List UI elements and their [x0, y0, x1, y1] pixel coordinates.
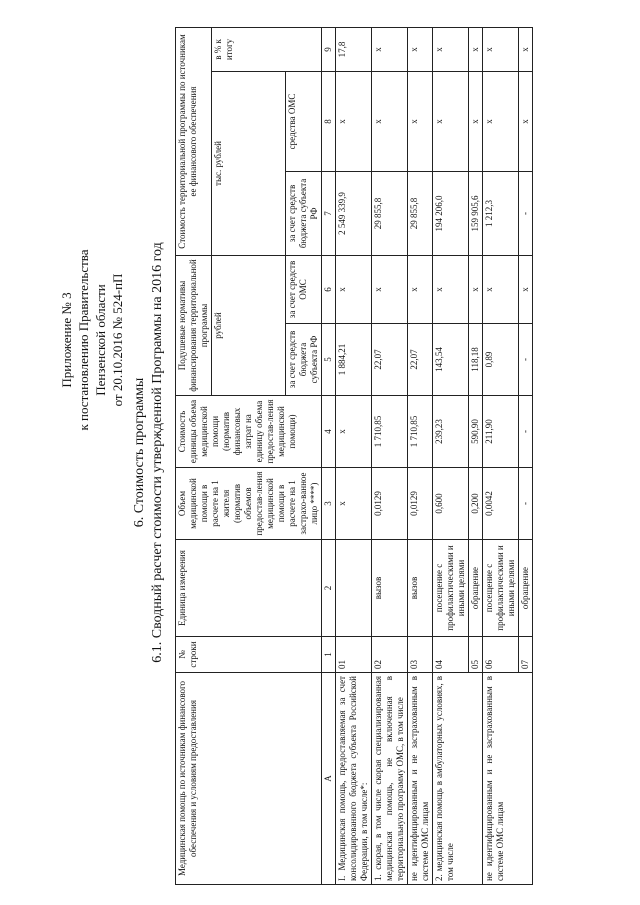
col-number: 4	[322, 396, 336, 468]
row-unit-cost: 211,90	[483, 396, 519, 468]
row-unit: обращение	[469, 540, 483, 637]
row-cost-oms: х	[336, 71, 372, 171]
section-title: 6. Стоимость программы	[132, 377, 147, 528]
row-text: 2. медицинская помощь в амбулаторных условиях, в том числе	[433, 673, 483, 885]
header-cost-budget: за счет средств бюджета субъекта РФ	[286, 171, 322, 255]
col-number: 5	[322, 324, 336, 396]
row-cost-budget: 1 212,3	[483, 171, 519, 255]
row-cost-oms: х	[372, 71, 408, 171]
row-cost-oms: х	[469, 71, 483, 171]
row-no: 04	[433, 637, 469, 673]
row-unit: посещение с профилактическими и иными целями	[433, 540, 469, 637]
column-number-row	[322, 27, 336, 884]
row-unit-cost: 590,90	[469, 396, 483, 468]
row-pc-budget: 1 884,21	[336, 324, 372, 396]
row-unit-cost: 239,23	[433, 396, 469, 468]
row-unit: посещение с профилактическими и иными целями	[483, 540, 519, 637]
row-no: 06	[483, 637, 519, 673]
row-text: 1. скорая, в том числе скорая специализированная медицинская помощь, не включенная в территориальную программу ОМС, в том числе	[372, 673, 408, 885]
section-subtitle: 6.1. Сводный расчет стоимости утвержденной Программы на 2016 год	[150, 242, 165, 663]
col-number: 3	[322, 468, 336, 540]
row-pct: х	[483, 27, 519, 71]
row-pct: х	[433, 27, 469, 71]
col-number: А	[322, 673, 336, 885]
row-cost-budget: -	[519, 171, 533, 255]
row-volume: 0,0129	[408, 468, 433, 540]
row-pc-oms: х	[408, 255, 433, 323]
header-volume: Объем медицинской помощи в расчете на 1 жителя (норматив объемов предостав-ления медицинской помощи в расчете на 1 застрахо-ванное лицо ****)	[176, 468, 322, 540]
table-row	[408, 27, 433, 884]
header-per-capita-oms: за счет средств ОМС	[286, 255, 322, 323]
row-text: не идентифицированным и не застрахованным в системе ОМС лицам	[483, 673, 533, 885]
appendix-number: Приложение № 3	[59, 292, 74, 388]
row-pct: 17,8	[336, 27, 372, 71]
row-unit-cost: х	[336, 396, 372, 468]
row-pc-oms: х	[483, 255, 519, 323]
row-pc-budget: 118,18	[469, 324, 483, 396]
col-number: 7	[322, 171, 336, 255]
row-unit: вызов	[408, 540, 433, 637]
row-volume: 0,0042	[483, 468, 519, 540]
row-no: 07	[519, 637, 533, 673]
row-volume: х	[336, 468, 372, 540]
header-care: Медицинская помощь по источникам финансового обеспечения и условиям предоставления	[176, 673, 322, 885]
appendix-resolution: к постановлению Правительства	[76, 249, 91, 431]
appendix-region: Пензенской области	[93, 284, 108, 396]
table-row	[483, 27, 519, 884]
header-per-capita: Подушевые нормативы финансирования территориальной программы	[176, 255, 212, 395]
row-unit	[336, 540, 372, 637]
col-number: 6	[322, 255, 336, 323]
row-unit-cost: 1 710,85	[408, 396, 433, 468]
row-no: 03	[408, 637, 433, 673]
row-cost-oms: х	[408, 71, 433, 171]
header-unit-cost: Стоимость единицы объема медицинской помощи (норматив финансовых затрат на единицу объема предостав-ления медицинской помощи)	[176, 396, 322, 468]
row-pc-oms: х	[433, 255, 469, 323]
row-cost-budget: 2 549 339,9	[336, 171, 372, 255]
row-no: 05	[469, 637, 483, 673]
row-unit: обращение	[519, 540, 533, 637]
col-number: 9	[322, 27, 336, 71]
row-text: не идентифицированным и не застрахованным в системе ОМС лицам	[408, 673, 433, 885]
row-no: 01	[336, 637, 372, 673]
row-pc-oms: х	[336, 255, 372, 323]
row-cost-budget: 159 905,6	[469, 171, 483, 255]
row-volume: -	[519, 468, 533, 540]
row-cost-oms: х	[519, 71, 533, 171]
row-pc-budget: 143,54	[433, 324, 469, 396]
header-cost-pct: в % к итогу	[212, 27, 322, 71]
col-number: 8	[322, 71, 336, 171]
row-cost-oms: х	[433, 71, 469, 171]
row-pc-oms: х	[469, 255, 483, 323]
row-cost-budget: 194 206,0	[433, 171, 469, 255]
row-pct: х	[408, 27, 433, 71]
row-pc-oms: х	[519, 255, 533, 323]
row-cost-budget: 29 855,8	[408, 171, 433, 255]
row-pc-oms: х	[372, 255, 408, 323]
appendix-header	[58, 230, 126, 450]
row-pct: х	[519, 27, 533, 71]
header-row-no: № строки	[176, 637, 322, 673]
table-row	[336, 27, 372, 884]
header-per-capita-unit: рублей	[212, 255, 286, 395]
row-volume: 0,0129	[372, 468, 408, 540]
table-row	[372, 27, 408, 884]
row-pct: х	[372, 27, 408, 71]
col-number: 2	[322, 540, 336, 637]
row-unit-cost: -	[519, 396, 533, 468]
row-pc-budget: 22,07	[372, 324, 408, 396]
header-per-capita-budget: за счет средств бюджета субъекта РФ	[286, 324, 322, 396]
header-row-1	[176, 27, 212, 884]
row-pc-budget: -	[519, 324, 533, 396]
header-unit: Единица измерения	[176, 540, 322, 637]
row-volume: 0,600	[433, 468, 469, 540]
header-cost-oms: средства ОМС	[286, 71, 322, 171]
row-pct: х	[469, 27, 483, 71]
appendix-date: от 20.10.2016 № 524-пП	[110, 273, 125, 407]
row-text: I. Медицинская помощь, предоставляемая за счет консолидированного бюджета субъекта Российской Федерации, в том числе*:	[336, 673, 372, 885]
header-cost: Стоимость территориальной программы по источникам ее финансового обеспечения	[176, 27, 212, 255]
header-cost-unit: тыс. рублей	[212, 71, 286, 255]
cost-table	[175, 27, 533, 885]
table-row	[433, 27, 469, 884]
row-pc-budget: 0,89	[483, 324, 519, 396]
row-unit: вызов	[372, 540, 408, 637]
row-cost-oms: х	[483, 71, 519, 171]
row-pc-budget: 22,07	[408, 324, 433, 396]
row-volume: 0,200	[469, 468, 483, 540]
row-unit-cost: 1 710,85	[372, 396, 408, 468]
col-number: 1	[322, 637, 336, 673]
row-no: 02	[372, 637, 408, 673]
row-cost-budget: 29 855,8	[372, 171, 408, 255]
